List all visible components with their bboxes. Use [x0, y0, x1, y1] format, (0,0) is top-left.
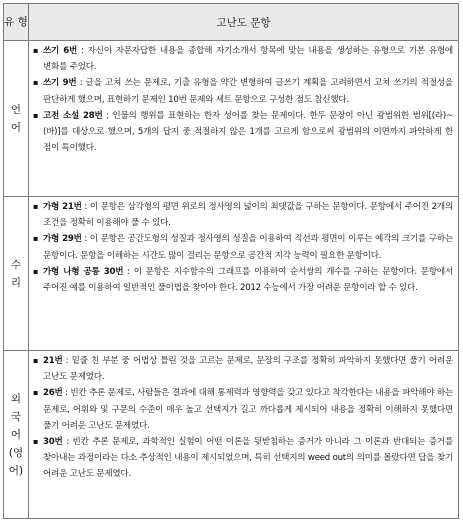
section-type-english: [4, 351, 29, 519]
list-item: [32, 43, 453, 75]
item-list: [32, 43, 453, 156]
type-char: (영: [8, 446, 24, 459]
list-item: [32, 264, 453, 296]
list-item: [32, 75, 453, 107]
list-item: [32, 385, 453, 434]
header-type-char: 유: [4, 16, 15, 28]
item-text: : 자신이 자문자답한 내용을 종합해 자기소개서 항목에 맞는 내용을 생성하는 유형으로 기본 유형에 변화를 주었다.: [43, 46, 453, 73]
item-text: : 이 문항은 지수함수의 그래프를 이용하여 순서쌍의 개수를 구하는 문항이다. 문항에서 주어진 예를 이용하여 일반적인 풀이법을 찾아야 한다. 2012 수능에서 가장 어려운 문항이라 할 수 있다.: [43, 266, 454, 294]
item-text: : 글을 고쳐 쓰는 문제로, 기출 유형을 약간 변형하여 글쓰기 계획을 고려하면서 고쳐 쓰기의 적절성을 판단하게 했으며, 표현하기 문제인 10번 문제와 세트 문항으로 구성한 점도 참신했다.: [43, 78, 453, 105]
bullet-icon: ▪: [33, 78, 39, 88]
item-title: 쓰기 9번: [43, 78, 77, 89]
item-text: : 밑줄 친 부분 중 어법상 틀린 것을 고르는 문제로, 문장의 구조를 정확히 파악하지 못했다면 풀기 어려운 고난도 문제였다.: [43, 356, 453, 383]
item-text: : 빈칸 추론 문제로, 과학적인 실험이 어떤 이론을 뒷받침하는 증거가 아니라 그 이론과 반대되는 증거를 찾아내는 과정이라는 다소 추상적인 내용이 제시되었으며, 특히 선택지의 weed out의 의미를 몰랐다면 답을 찾기 어려운 고난도 문제였다.: [43, 437, 453, 480]
type-char: 어): [8, 464, 24, 477]
list-item: [32, 353, 453, 385]
item-title: 가형 29번: [43, 234, 82, 245]
bullet-icon: ▪: [33, 437, 39, 447]
type-char: 언: [10, 103, 22, 116]
bullet-icon: ▪: [33, 202, 39, 211]
header-title: 고난도 문항: [29, 4, 459, 41]
type-char: 어: [10, 428, 22, 441]
list-item: [32, 231, 453, 263]
section-row-english: [4, 351, 459, 519]
list-item: [32, 108, 453, 157]
type-char: 리: [10, 276, 22, 289]
list-item: [32, 434, 453, 483]
item-title: 가형 21번: [43, 202, 82, 212]
section-content-math: [29, 197, 459, 351]
section-content-language: [29, 41, 459, 197]
item-text: : 인물의 행위를 표현하는 한자 성어를 찾는 문제이다. 한두 문장이 아닌 광범위한 범위[(라)~(바)]를 대상으로 했으며, 5개의 답지 중 적절하지 않은 1개를 고르게 함으로써 광범위의 이면까지 파악하게 한 점이 특이했다.: [43, 110, 453, 154]
header-row: [4, 4, 459, 41]
item-list: [32, 199, 453, 296]
item-text: : 이 문항은 공간도형의 성질과 정사영의 성질을 이용하여 직선과 평면이 이루는 예각의 크기를 구하는 문항이다. 문항을 이해하는 시간도 많이 걸리는 문항으로 공간적 지각 능력이 필요한 문항이다.: [43, 234, 453, 261]
item-title: 30번: [43, 437, 63, 448]
bullet-icon: ▪: [33, 266, 39, 276]
type-char: 외: [10, 392, 22, 405]
difficulty-table: [3, 3, 459, 519]
item-title: 26번: [43, 388, 63, 399]
bullet-icon: ▪: [33, 46, 39, 55]
type-char: 국: [10, 410, 22, 423]
bullet-icon: ▪: [33, 110, 39, 120]
section-type-language: [4, 41, 29, 197]
section-content-english: [29, 351, 459, 519]
bullet-icon: ▪: [33, 356, 39, 365]
section-row-language: [4, 41, 459, 197]
type-char: 수: [10, 258, 22, 271]
item-text: : 빈칸 추론 문제로, 사람들은 결과에 대해 통제력과 영향력을 갖고 있다고 착각한다는 내용을 파악해야 하는 문제로, 어휘와 및 구문의 수준이 매우 높고 선택지가 길고 까다롭게 제시되어 내용을 정확히 이해하지 못했다면 풀기 어려운 고난도 문제였다.: [43, 388, 453, 431]
list-item: [32, 199, 453, 231]
bullet-icon: ▪: [33, 234, 39, 244]
item-title: 가형 나형 공통 30번: [43, 266, 124, 277]
item-list: [32, 353, 453, 483]
item-title: 쓰기 6번: [43, 46, 78, 56]
item-text: : 이 문항은 삼각형의 평면 위로의 정사영의 넓이의 최댓값을 구하는 문항이다. 문항에서 주어진 2개의 조건을 정확히 이용해야 풀 수 있다.: [43, 202, 453, 229]
section-type-math: [4, 197, 29, 351]
item-title: 고전 소설 28번: [43, 110, 103, 121]
type-char: 어: [10, 121, 22, 134]
bullet-icon: ▪: [33, 388, 39, 398]
header-type-cell: [4, 4, 29, 41]
item-title: 21번: [43, 356, 63, 366]
header-type-char: 형: [17, 16, 28, 28]
section-row-math: [4, 197, 459, 351]
